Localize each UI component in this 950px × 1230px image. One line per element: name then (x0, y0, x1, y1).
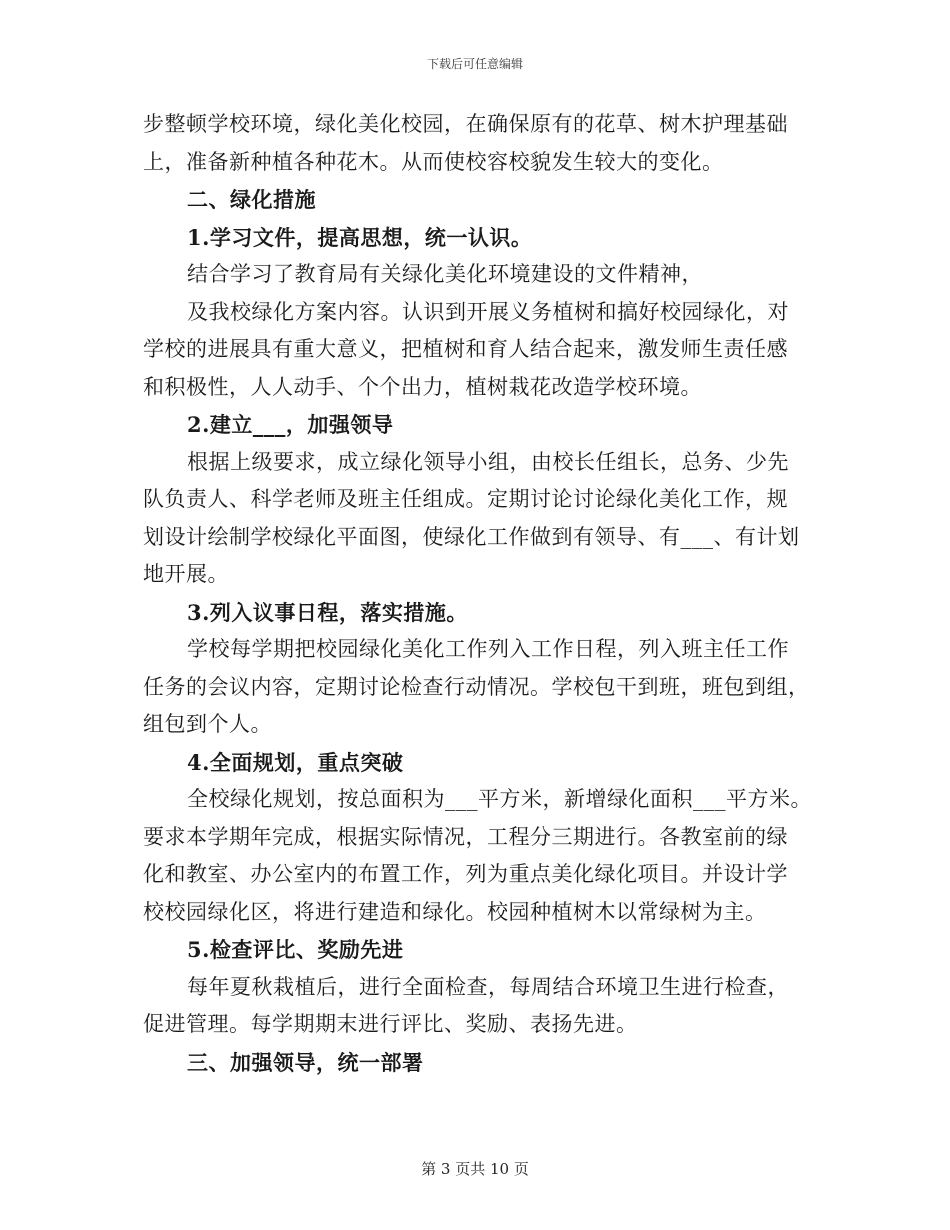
paragraph-line: 结合学习了教育局有关绿化美化环境建设的文件精神， (187, 262, 703, 286)
section-heading: 3.列入议事日程，落实措施。 (187, 599, 468, 625)
paragraph-line: 促进管理。每学期期末进行评比、奖励、表扬先进。 (143, 1012, 638, 1036)
paragraph-line: 化和教室、办公室内的布置工作，列为重点美化绿化项目。并设计学 (143, 862, 788, 886)
paragraph-line: 上，准备新种植各种花木。从而使校容校貌发生较大的变化。 (143, 149, 724, 174)
section-heading: 1.学习文件，提高思想，统一认识。 (187, 224, 533, 250)
paragraph-line: 划设计绘制学校绿化平面图，使绿化工作做到有领导、有___、有计划 (143, 524, 800, 549)
paragraph-line: 学校每学期把校园绿化美化工作列入工作日程，列入班主任工作 (187, 637, 789, 661)
section-heading: 4.全面规划，重点突破 (187, 749, 404, 775)
section-heading: 2.建立___，加强领导 (187, 412, 394, 437)
paragraph-line: 学校的进展具有重大意义，把植树和育人结合起来，激发师生责任感 (143, 337, 788, 361)
paragraph-line: 及我校绿化方案内容。认识到开展义务植树和搞好校园绿化，对 (187, 299, 789, 324)
paragraph-line: 要求本学期年完成，根据实际情况，工程分三期进行。各教室前的绿 (143, 824, 788, 849)
paragraph-line: 队负责人、科学老师及班主任组成。定期讨论讨论绿化美化工作，规 (143, 487, 788, 511)
text-lines (143, 106, 812, 1081)
section-heading: 二、绿化措施 (187, 187, 316, 212)
section-heading: 三、加强领导，统一部署 (187, 1049, 424, 1075)
paragraph-line: 地开展。 (143, 562, 229, 586)
page-header: 下载后可任意编辑 (426, 57, 523, 71)
section-heading: 5.检查评比、奖励先进 (187, 937, 404, 962)
paragraph-line: 步整顿学校环境，绿化美化校园，在确保原有的花草、树木护理基础 (143, 112, 788, 136)
page-number: 第 3 页共 10 页 (421, 1160, 529, 1178)
paragraph-line: 每年夏秋栽植后，进行全面检查，每周结合环境卫生进行检查， (187, 974, 789, 999)
paragraph-line: 和积极性，人人动手、个个出力，植树栽花改造学校环境。 (143, 374, 702, 399)
paragraph-line: 全校绿化规划，按总面积为___平方米，新增绿化面积___平方米。 (187, 787, 812, 811)
paragraph-line: 校校园绿化区，将进行建造和绿化。校园种植树木以常绿树为主。 (143, 899, 767, 924)
paragraph-line: 组包到个人。 (143, 712, 272, 736)
document-body (143, 106, 812, 1081)
paragraph-line: 任务的会议内容，定期讨论检查行动情况。学校包干到班，班包到组， (143, 674, 810, 699)
paragraph-line: 根据上级要求，成立绿化领导小组，由校长任组长，总务、少先 (187, 449, 789, 474)
